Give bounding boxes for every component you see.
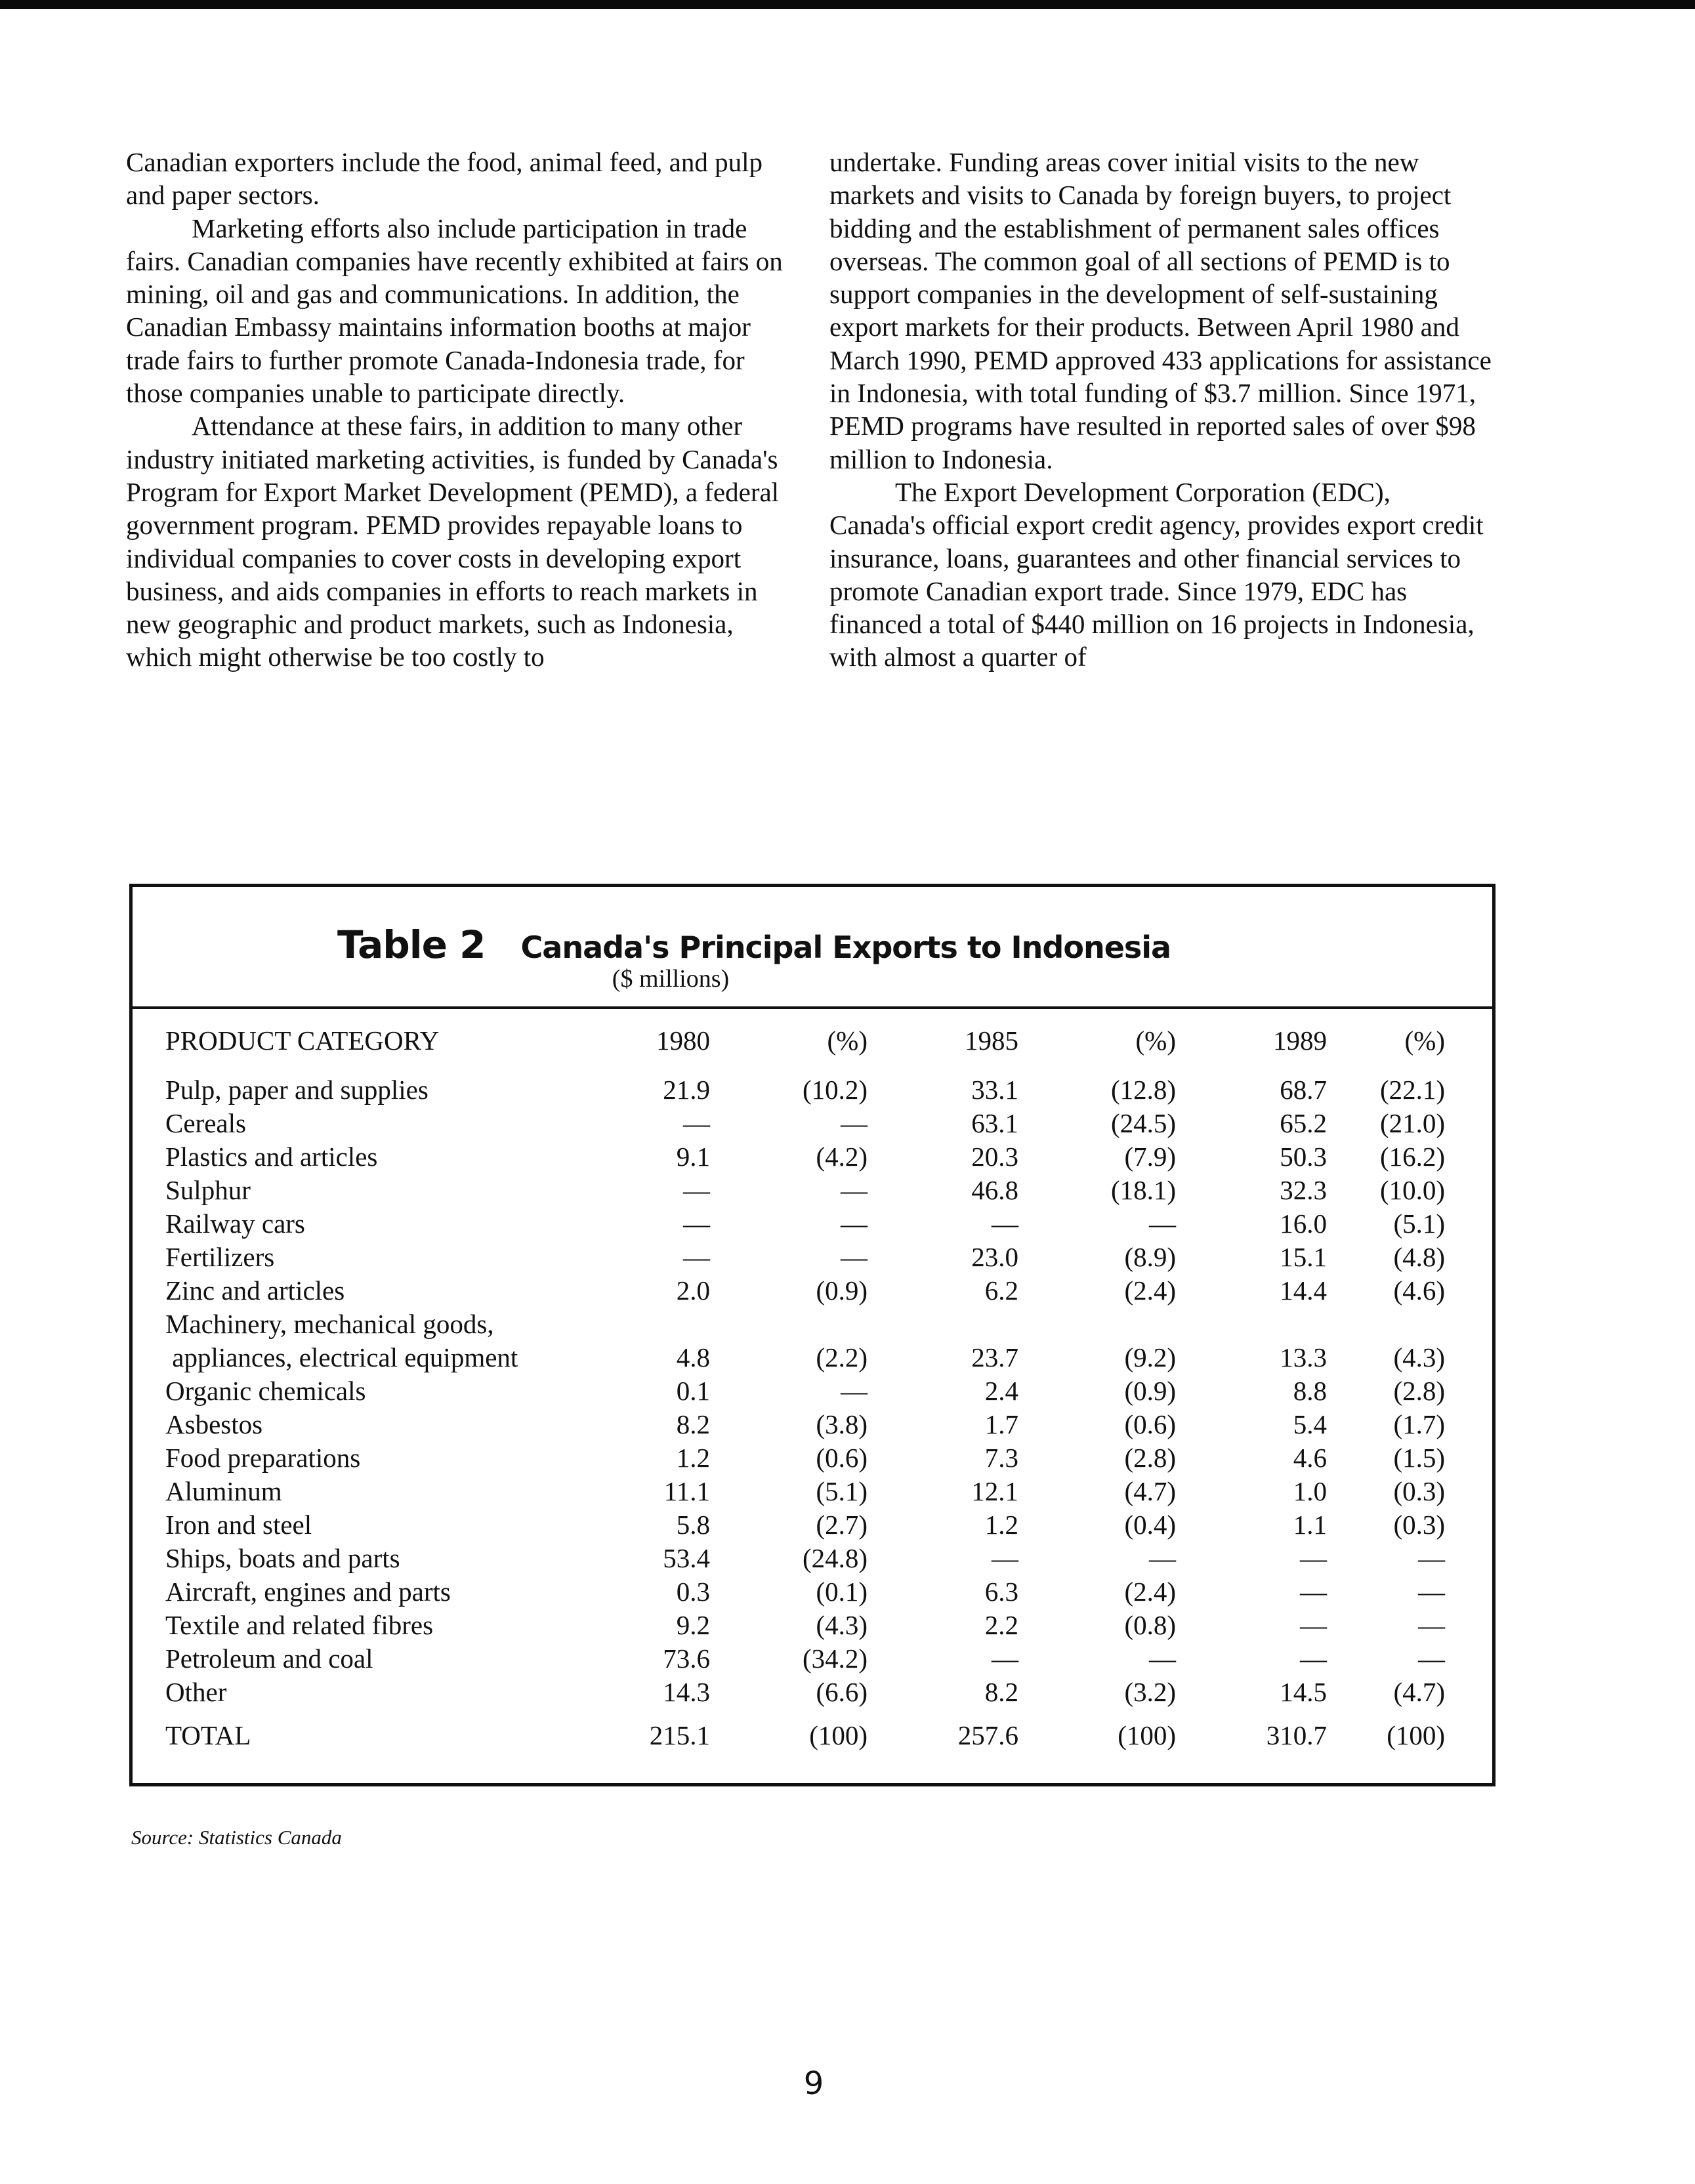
table-cell: Aircraft, engines and parts	[165, 1576, 451, 1607]
table-cell	[618, 1308, 710, 1341]
table-cell: 23.7	[971, 1342, 1018, 1372]
table-cell: 16.0	[1280, 1208, 1327, 1239]
table-cell: (0.1)	[816, 1576, 868, 1607]
table-cell: (1.5)	[1393, 1443, 1445, 1473]
table-cell: 5.8	[676, 1510, 710, 1540]
table-cell: 1.2	[676, 1443, 710, 1473]
table-row	[165, 1073, 1445, 1107]
table-cell: (4.6)	[1393, 1275, 1445, 1306]
table-cell	[1176, 1308, 1327, 1341]
table-cell: —	[683, 1208, 710, 1239]
table-cell: 0.1	[676, 1376, 710, 1406]
table-cell: (2.2)	[816, 1342, 868, 1372]
table-cell: Machinery, mechanical goods,	[165, 1309, 494, 1339]
paragraph: Marketing efforts also include participation in trade fairs. Canadian companies have recently exhibited at fairs on mining, oil and gas and communications. In addition, the Canadian Embassy maintains information booths at major trade fairs to further promote Canada-Indonesia trade, for those companies unable to participate directly.	[126, 213, 783, 409]
table-cell: 50.3	[1280, 1142, 1327, 1172]
table-row	[165, 1241, 1445, 1274]
table-cell: —	[683, 1108, 710, 1138]
table-cell: 310.7	[1266, 1720, 1327, 1750]
table-cell: 8.2	[984, 1677, 1018, 1707]
table-cell: 12.1	[971, 1476, 1018, 1506]
table-row	[165, 1676, 1445, 1709]
table-cell: appliances, electrical equipment	[165, 1342, 518, 1372]
table-cell: (100)	[809, 1720, 868, 1750]
table-cell: —	[1300, 1576, 1327, 1607]
table-cell: 63.1	[971, 1108, 1018, 1138]
table-number: Table 2	[337, 922, 486, 967]
table-row	[165, 1174, 1445, 1207]
table-cell: 5.4	[1293, 1409, 1327, 1439]
table-cell: (21.0)	[1379, 1108, 1445, 1138]
table-cell: —	[841, 1376, 868, 1406]
table-cell: (8.9)	[1124, 1242, 1176, 1272]
table-cell: (4.3)	[1393, 1342, 1445, 1372]
table-row	[165, 1207, 1445, 1241]
table-cell: 0.3	[676, 1576, 710, 1607]
table-cell: —	[1300, 1610, 1327, 1640]
table-cell: —	[1149, 1643, 1176, 1674]
table-cell: —	[992, 1208, 1018, 1239]
table-row	[165, 1441, 1445, 1475]
paragraph: Attendance at these fairs, in addition to many other industry initiated marketing activities, is funded by Canada's Program for Export Market Development (PEMD), a federal government program. PEMD provides repayable loans to individual companies to cover costs in developing export business, and aids companies in efforts to reach markets in new geographic and product markets, such as Indonesia, which might otherwise be too costly to	[126, 411, 780, 672]
table-cell: —	[1418, 1643, 1445, 1674]
paragraph: Canadian exporters include the food, animal feed, and pulp and paper sectors.	[126, 147, 763, 211]
table-cell: (100)	[1118, 1720, 1176, 1750]
table-unit: ($ millions)	[612, 965, 730, 993]
table-cell: 9.1	[676, 1142, 710, 1172]
table-cell: (0.6)	[816, 1443, 868, 1473]
table-cell: (18.1)	[1110, 1175, 1176, 1205]
column-header: PRODUCT CATEGORY	[165, 1025, 440, 1056]
table-row	[165, 1140, 1445, 1174]
table-cell: Zinc and articles	[165, 1275, 345, 1306]
table-cell: 15.1	[1280, 1242, 1327, 1272]
table-cell: Other	[165, 1677, 227, 1707]
table-row	[165, 1609, 1445, 1642]
table-cell: (0.9)	[1124, 1376, 1176, 1406]
table-row	[165, 1408, 1445, 1441]
table-cell: 257.6	[957, 1720, 1018, 1750]
table-cell: Petroleum and coal	[165, 1643, 373, 1674]
table-cell: (2.4)	[1124, 1275, 1176, 1306]
table-cell: 13.3	[1280, 1342, 1327, 1372]
table-cell: (4.3)	[816, 1610, 868, 1640]
table-cell: 1.2	[984, 1510, 1018, 1540]
table-cell: 4.6	[1293, 1443, 1327, 1473]
table-cell: (4.2)	[816, 1142, 868, 1172]
table-cell: —	[1149, 1543, 1176, 1573]
column-header: (%)	[827, 1025, 868, 1056]
table-cell	[868, 1308, 1018, 1341]
table-cell: 14.4	[1280, 1275, 1327, 1306]
table-cell: —	[841, 1108, 868, 1138]
table-row	[165, 1508, 1445, 1542]
table-cell: —	[1418, 1576, 1445, 1607]
table-cell: 20.3	[971, 1142, 1018, 1172]
table-row	[165, 1341, 1445, 1374]
column-header: 1985	[965, 1025, 1018, 1056]
table-row	[165, 1308, 1445, 1341]
table-cell: (24.8)	[802, 1543, 868, 1573]
paragraph: undertake. Funding areas cover initial visits to the new markets and visits to Canada by foreign buyers, to project bidding and the establishment of permanent sales offices overseas. The common goal of all sections of PEMD is to support companies in the development of self-sustaining export markets for their products. Between April 1980 and March 1990, PEMD approved 433 applications for assistance in Indonesia, with total funding of $3.7 million. Since 1971, PEMD programs have resulted in reported sales of over $98 million to Indonesia.	[829, 147, 1492, 474]
table-row	[165, 1542, 1445, 1575]
table-cell: (0.9)	[816, 1275, 868, 1306]
table-cell: (0.4)	[1124, 1510, 1176, 1540]
table-header	[133, 887, 1492, 1009]
table-cell: 21.9	[663, 1075, 710, 1105]
table-cell: (2.7)	[816, 1510, 868, 1540]
table-cell: (7.9)	[1124, 1142, 1176, 1172]
table-cell: Asbestos	[165, 1409, 263, 1439]
table-cell: Fertilizers	[165, 1242, 275, 1272]
table-cell: 4.8	[676, 1342, 710, 1372]
column-header: 1989	[1273, 1025, 1327, 1056]
column-header: 1980	[656, 1025, 710, 1056]
table-cell: Railway cars	[165, 1208, 305, 1239]
table-cell: 215.1	[649, 1720, 710, 1750]
top-border	[0, 0, 1695, 9]
table-cell: (9.2)	[1124, 1342, 1176, 1372]
table-cell: —	[992, 1643, 1018, 1674]
table-cell	[1327, 1308, 1445, 1341]
table-cell: 6.3	[984, 1576, 1018, 1607]
table-cell: Ships, boats and parts	[165, 1543, 400, 1573]
table-cell: 9.2	[676, 1610, 710, 1640]
exports-table-frame	[129, 884, 1496, 1786]
text-column-left	[126, 146, 789, 674]
column-header-row	[165, 1023, 1445, 1073]
table-cell: 2.2	[984, 1610, 1018, 1640]
table-cell: 14.5	[1280, 1677, 1327, 1707]
table-cell: —	[1300, 1643, 1327, 1674]
table-cell: (2.4)	[1124, 1576, 1176, 1607]
table-cell: Cereals	[165, 1108, 246, 1138]
table-cell: —	[992, 1543, 1018, 1573]
table-cell: (2.8)	[1124, 1443, 1176, 1473]
table-cell: —	[1418, 1543, 1445, 1573]
table-cell: 1.1	[1293, 1510, 1327, 1540]
table-cell: 65.2	[1280, 1108, 1327, 1138]
table-cell: (0.3)	[1393, 1476, 1445, 1506]
table-cell: 8.8	[1293, 1376, 1327, 1406]
table-cell: 68.7	[1280, 1075, 1327, 1105]
table-cell: —	[841, 1242, 868, 1272]
text-column-right	[829, 146, 1492, 674]
table-cell: —	[683, 1242, 710, 1272]
table-cell: (22.1)	[1379, 1075, 1445, 1105]
table-row	[165, 1107, 1445, 1140]
table-cell: —	[1149, 1208, 1176, 1239]
table-cell: (2.8)	[1393, 1376, 1445, 1406]
table-cell: —	[1418, 1610, 1445, 1640]
exports-table	[165, 1023, 1445, 1762]
table-cell: —	[683, 1175, 710, 1205]
table-cell: 46.8	[971, 1175, 1018, 1205]
table-cell: 14.3	[663, 1677, 710, 1707]
table-cell: —	[841, 1175, 868, 1205]
table-row	[165, 1475, 1445, 1508]
table-cell: (3.8)	[816, 1409, 868, 1439]
table-cell: Aluminum	[165, 1476, 282, 1506]
table-cell: (1.7)	[1393, 1409, 1445, 1439]
table-cell: 1.7	[984, 1409, 1018, 1439]
table-cell: 33.1	[971, 1075, 1018, 1105]
table-cell: (12.8)	[1110, 1075, 1176, 1105]
table-row	[165, 1274, 1445, 1308]
table-title	[337, 922, 1171, 967]
table-cell	[710, 1308, 868, 1341]
source-note: Source: Statistics Canada	[131, 1826, 342, 1849]
column-header: (%)	[1135, 1025, 1176, 1056]
table-row	[165, 1575, 1445, 1609]
table-cell: (5.1)	[816, 1476, 868, 1506]
table-cell: (4.8)	[1393, 1242, 1445, 1272]
table-cell: Organic chemicals	[165, 1376, 366, 1406]
table-cell: 23.0	[971, 1242, 1018, 1272]
table-cell: (6.6)	[816, 1677, 868, 1707]
table-cell: 11.1	[663, 1476, 710, 1506]
total-row	[165, 1709, 1445, 1762]
table-cell: (16.2)	[1379, 1142, 1445, 1172]
page-number: 9	[803, 2065, 824, 2102]
table-cell: (10.2)	[802, 1075, 868, 1105]
table-cell: TOTAL	[165, 1720, 251, 1750]
table-cell: 32.3	[1280, 1175, 1327, 1205]
table-cell: (4.7)	[1124, 1476, 1176, 1506]
table-cell: Food preparations	[165, 1443, 361, 1473]
table-row	[165, 1374, 1445, 1408]
table-row	[165, 1642, 1445, 1676]
table-cell: (0.8)	[1124, 1610, 1176, 1640]
table-cell: 7.3	[984, 1443, 1018, 1473]
table-cell: 1.0	[1293, 1476, 1327, 1506]
table-cell	[1018, 1308, 1176, 1341]
table-cell: (4.7)	[1393, 1677, 1445, 1707]
table-cell: Textile and related fibres	[165, 1610, 434, 1640]
table-cell: 2.4	[984, 1376, 1018, 1406]
table-cell: 6.2	[984, 1275, 1018, 1306]
table-cell: Plastics and articles	[165, 1142, 378, 1172]
table-cell: —	[841, 1208, 868, 1239]
table-cell: (24.5)	[1110, 1108, 1176, 1138]
paragraph: The Export Development Corporation (EDC), Canada's official export credit agency, provides export credit insurance, loans, guarantees and other financial services to promote Canadian export trade. Since 1979, EDC has financed a total of $440 million on 16 projects in Indonesia, with almost a quarter of	[829, 476, 1484, 672]
column-header: (%)	[1404, 1025, 1445, 1056]
table-cell: Iron and steel	[165, 1510, 312, 1540]
table-cell: Pulp, paper and supplies	[165, 1075, 429, 1105]
table-cell: Sulphur	[165, 1175, 251, 1205]
table-cell: —	[1300, 1543, 1327, 1573]
table-cell: 8.2	[676, 1409, 710, 1439]
table-cell: 53.4	[663, 1543, 710, 1573]
table-cell: (100)	[1387, 1720, 1445, 1750]
table-cell: (10.0)	[1379, 1175, 1445, 1205]
table-cell: (5.1)	[1393, 1208, 1445, 1239]
table-cell: (34.2)	[802, 1643, 868, 1674]
table-cell: 73.6	[663, 1643, 710, 1674]
table-cell: 2.0	[676, 1275, 710, 1306]
table-name: Canada's Principal Exports to Indonesia	[520, 930, 1171, 965]
table-cell: (0.6)	[1124, 1409, 1176, 1439]
table-cell: (0.3)	[1393, 1510, 1445, 1540]
table-cell: (3.2)	[1124, 1677, 1176, 1707]
